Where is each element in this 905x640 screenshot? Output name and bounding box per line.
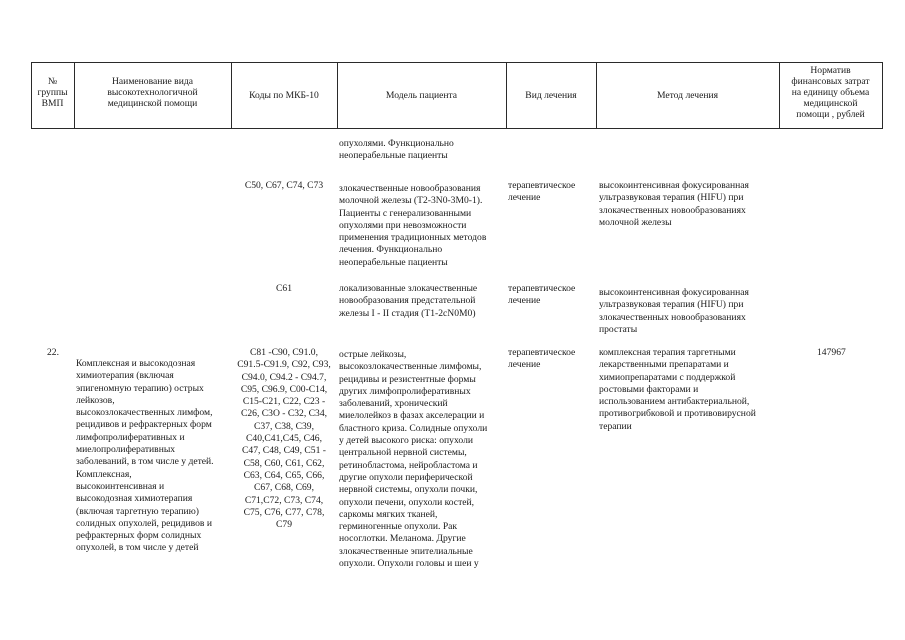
header-treatment-type: Вид лечения <box>525 90 577 101</box>
row-treatment-method: комплексная терапия таргетными лекарственными препаратами и химиопрепаратами с поддержкой ростовыми факторами и использованием антибактериальной, противогрибковой и противовирусной терапии <box>599 347 756 432</box>
row-treatment-method: высокоинтенсивная фокусированная ультразвуковая терапия (HIFU) при злокачественных новообразованиях молочной железы <box>599 180 749 228</box>
header-icd-codes: Коды по МКБ-10 <box>249 90 319 101</box>
header-group-number: № группы ВМП <box>37 76 68 109</box>
row-patient-model: злокачественные новообразования молочной железы (T2-3N0-3M0-1). Пациенты с генерализованными опухолями при невозможности применения традиционных методов лечения. Функционально неоперабельные пациенты <box>339 183 487 268</box>
row-codes: C61 <box>276 283 292 294</box>
row-care-type-name: Комплексная и высокодозная химиотерапия (включая эпигеномную терапию) острых лейкозов, высокозлокачественных лимфом, рецидивов и рефрактерных форм лимфопролиферативных и миелопролиферативных заболеваний, в том числе у детей. Комплексная, высокоинтенсивная и высокодозная химиотерапия (включая таргетную терапию) солидных опухолей, рецидивов и рефрактерных форм солидных опухолей, в том числе у детей <box>76 358 214 554</box>
row-continuation-model: опухолями. Функционально неоперабельные пациенты <box>339 138 454 162</box>
header-bottom-border <box>31 128 883 129</box>
header-treatment-method: Метод лечения <box>656 90 719 101</box>
row-group-number: 22. <box>47 347 59 358</box>
header-cost-standard: Норматив финансовых затрат на единицу объема медицинской помощи , рублей <box>791 65 870 120</box>
row-codes: C81 -C90, C91.0, C91.5-C91.9, C92, C93, C94.0, C94.2 - C94.7, C95, C96.9, C00-C14, C15-C21, C22, C23 - C26, C3O - C32, C34, C37, C38, C39, C40,C41,C45, C46, C47, C48, C49, C51 - C58, C60, C61, C62, C63, C64, C65, C66, C67, C68, C69, C71,C72, C73, C74, C75, C76, C77, C78, C79 <box>237 347 331 531</box>
header-patient-model: Модель пациента <box>385 90 458 101</box>
row-cost-value: 147967 <box>817 347 846 358</box>
row-codes: C50, C67, C74, C73 <box>244 180 324 191</box>
header-top-border <box>31 62 883 63</box>
row-treatment-type: терапевтическое лечение <box>508 347 576 371</box>
row-treatment-method: высокоинтенсивная фокусированная ультразвуковая терапия (HIFU) при злокачественных новообразованиях простаты <box>599 287 749 335</box>
row-treatment-type: терапевтическое лечение <box>508 180 576 204</box>
row-patient-model: острые лейкозы, высокозлокачественные лимфомы, рецидивы и резистентные формы других лимфопролиферативных заболеваний, хронический миелолейкоз в фазах акселерации и бластного криза. Солидные опухоли у детей высокого риска: опухоли центральной нервной системы, ретинобластома, нейробластома и другие опухоли периферической нервной системы, опухоли почки, опухоли печени, опухоли костей, саркомы мягких тканей, герминогенные опухоли. Рак носоглотки. Меланома. Другие злокачественные эпителиальные опухоли. Опухоли головы и шеи у <box>339 349 488 570</box>
header-divider <box>882 62 883 128</box>
header-care-type-name: Наименование вида высокотехнологичной медицинской помощи <box>107 76 198 109</box>
row-treatment-type: терапевтическое лечение <box>508 283 576 307</box>
row-patient-model: локализованные злокачественные новообразования предстательной железы I - II стадия (T1-2cN0M0) <box>339 283 478 319</box>
